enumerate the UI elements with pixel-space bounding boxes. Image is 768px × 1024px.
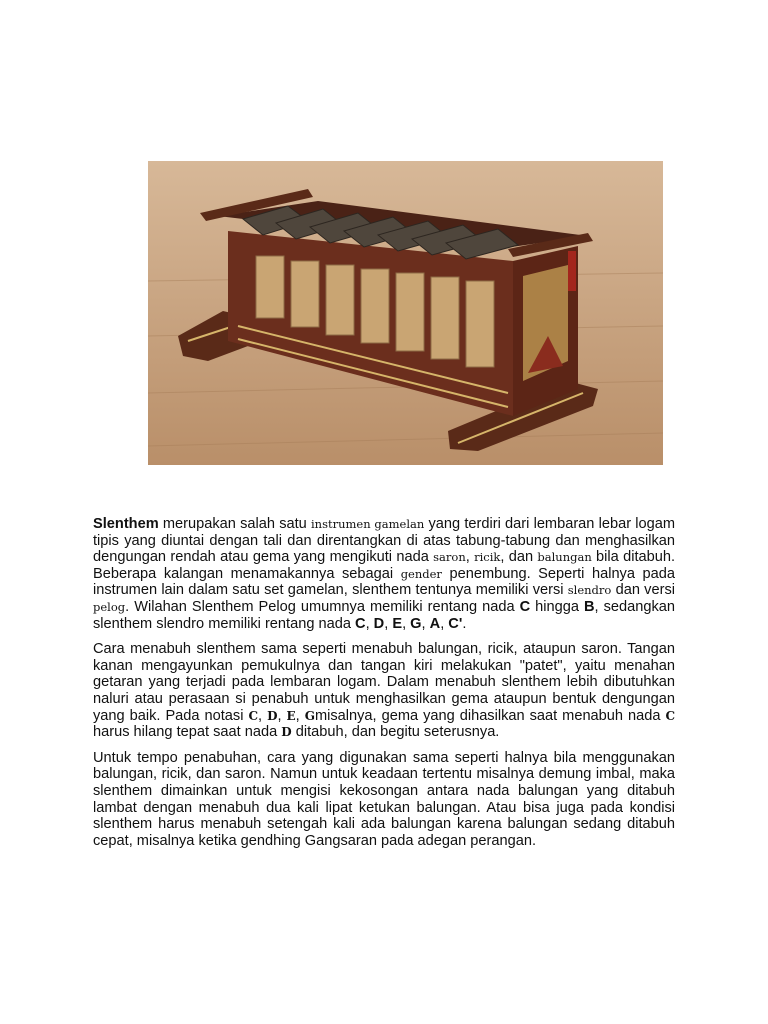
note-b: B [583, 598, 595, 615]
note-c: C [355, 615, 366, 632]
article-body [93, 516, 675, 858]
notation-c: C [248, 708, 259, 723]
term-gender: gender [400, 566, 442, 581]
notation-g: G [304, 708, 315, 723]
term-balungan: balungan [537, 550, 592, 565]
paragraph-3: Untuk tempo penabuhan, cara yang digunakan sama seperti halnya bila menggunakan balungan, ricik, dan saron. Namun untuk keadaan tertentu misalnya demung imbal, maka slenthem dimainkan untuk mengisi kekosongan antara nada balungan yang ditabuh lambat dengan menabuh dua kali lipat ketukan balungan. Atau bisa juga pada kondisi slenthem harus menabuh setengah kali ada balungan karena balungan sedang ditabuh cepat, misalnya ketika gendhing Gangsaran pada adegan perangan. [93, 749, 675, 849]
term-instrumen-gamelan: instrumen gamelan [310, 517, 425, 531]
note-c: C [519, 598, 531, 615]
slenthem-photo [148, 161, 663, 465]
note-c-high: C' [448, 615, 463, 632]
note-e: E [392, 615, 403, 632]
note-g: G [410, 615, 422, 632]
term-slenthem: Slenthem [93, 516, 159, 532]
notation-e: E [286, 708, 296, 723]
term-slendro: slendro [567, 583, 612, 598]
term-saron: saron [433, 550, 466, 565]
paragraph-1: Slenthem merupakan salah satu instrumen gamelan yang terdiri dari lembaran lebar logam tipis yang diuntai dengan tali dan direntangkan di atas tabung-tabung dan menghasilkan dengungan rendah atau gema yang mengikuti nada saron, ricik, dan balungan bila ditabuh. Beberapa kalangan menamakannya sebagai gender penembung. Seperti halnya pada instrumen lain dalam satu set gamelan, slenthem tentunya memiliki versi slendro dan versi pelog. Wilahan Slenthem Pelog umumnya memiliki rentang nada C hingga B, sedangkan slenthem slendro memiliki rentang nada C, D, E, G, A, C'. [93, 516, 676, 632]
notation-d: D [267, 708, 278, 723]
notation-d: D [281, 725, 292, 740]
note-d: D [373, 615, 385, 632]
notation-c: C [665, 708, 676, 723]
paragraph-2: Cara menabuh slenthem sama seperti menabuh balungan, ricik, ataupun saron. Tangan kanan mengayunkan pemukulnya dan tangan kiri melakukan "patet", yaitu menahan getaran yang terjadi pada lembaran logam. Dalam menabuh slenthem lebih dibutuhkan naluri atau perasaan si penabuh untuk menghasilkan gema ataupun bentuk dengungan yang baik. Pada notasi C, D, E, Gmisalnya, gema yang dihasilkan saat menabuh nada C harus hilang tepat saat nada D ditabuh, dan begitu seterusnya. [93, 641, 676, 741]
term-ricik: ricik [474, 550, 501, 565]
note-a: A [429, 615, 441, 632]
term-pelog: pelog [93, 599, 126, 614]
